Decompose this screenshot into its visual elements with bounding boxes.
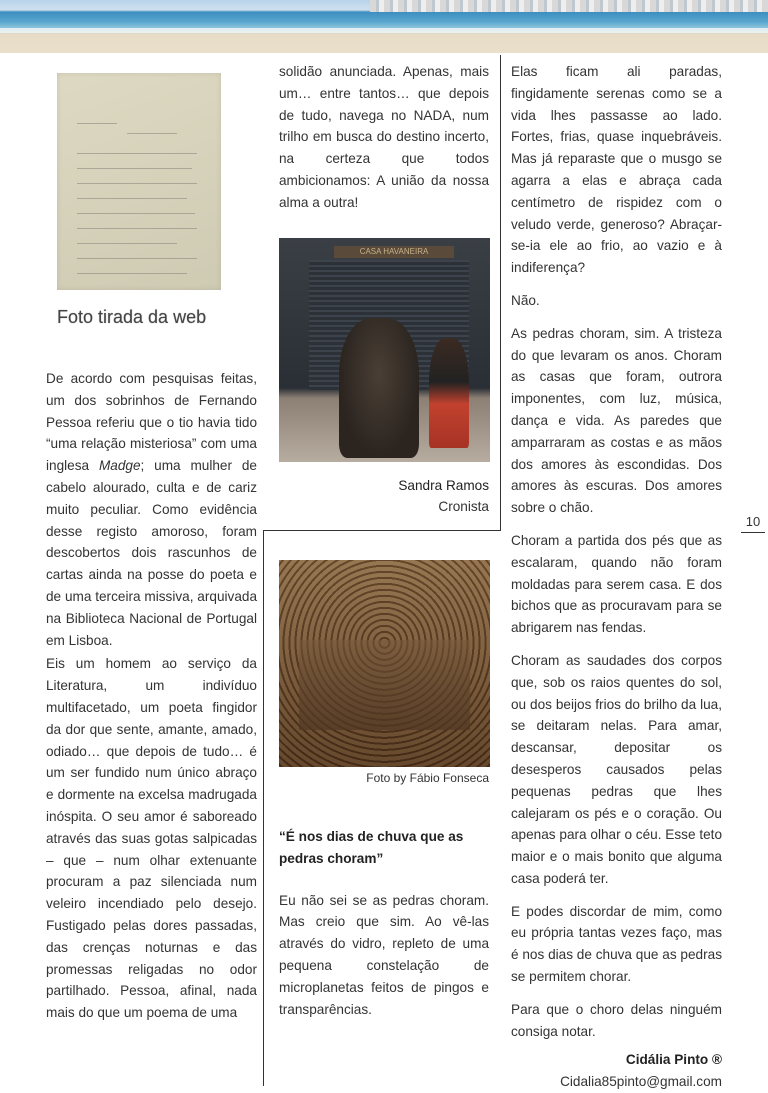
paragraph: Choram as saudades dos corpos que, sob os raios quentes do sol, ou dos beijos frios do brilho da lua, se deitaram nelas. Para amar, descansar, depositar os desesperos causados pelas pequenas pedras que lhes calejaram os pés e o coração. Ou apenas para olhar o céu. Esse teto maior e o mais bonito que alguma casa poderá ter. <box>511 652 722 886</box>
middle-column-text: solidão anunciada. Apenas, mais um… entre tantos… que depois de tudo, navega no NADA, num trilho em busca do destino incerto, na certeza que todos ambicionamos: A união da nossa alma a outra! <box>279 64 489 210</box>
author-email[interactable]: Cidalia85pinto@gmail.com <box>560 1074 722 1090</box>
paragraph: Eis um homem ao serviço da Literatura, um indivíduo multifacetado, um poeta fingidor da dor que sente, amante, amado, odiado… que depois de tudo… é um ser fundido num único abraço e dormente na excelsa madrugada inóspita. O seu amor é saboreado através das suas gotas salpicadas – que – num olhar extenuante procuram a paz silenciada num veleiro incendiado pelo desejo. Fustigado pelas dores passadas, das crenças noturnas e das promessas religadas no odor partilhado. Pessoa, afinal, nada mais do que um poema de uma <box>46 656 257 1021</box>
column-divider <box>500 55 501 531</box>
paragraph: As pedras choram, sim. A tristeza do que levaram os anos. Choram as casas que foram, outrora imponentes, com luz, música, dança e vida. As paredes que amparraram as costas e as mãos dos amores às escondidas. Dos amores às escuras. Dos amores sobre o chão. <box>511 325 722 516</box>
left-column-text <box>46 368 257 1035</box>
author-name: Cidália Pinto ® <box>625 1052 722 1068</box>
paragraph: De acordo com pesquisas feitas, um dos sobrinhos de Fernando Pessoa referiu que o tio havia tido “uma relação misteriosa” com uma inglesa Madge; uma mulher de cabelo alourado, culta e de cariz muito peculiar. Como evidência desse registo amoroso, foram descobertos dois rascunhos de cartas ainda na posse do poeta e de uma terceira missiva, arquivada na Biblioteca Nacional de Portugal em Lisboa. <box>46 371 257 648</box>
shop-sign: CASA HAVANEIRA <box>334 246 454 258</box>
letter-image <box>57 73 221 290</box>
author-name: Sandra Ramos <box>398 478 489 493</box>
paragraph: Elas ficam ali paradas, fingidamente serenas como se a vida lhes passasse ao lado. Fortes, frias, quase inquebráveis. Mas já reparaste que o musgo se agarra a elas e abraça cada centímetro de rispidez com o veludo verde, generoso? Abraçar-se-ia ele ao frio, ao vazio e à indiferença? <box>511 64 722 276</box>
horizontal-divider <box>263 530 501 531</box>
article-text: Eu não sei se as pedras choram. Mas creio que sim. Ao vê-las através do vidro, repleto de uma pequena constelação de microplanetas feitos de pingos e transparências. <box>279 892 489 1017</box>
beach-banner-image <box>0 0 768 53</box>
image-caption: Foto tirada da web <box>57 307 207 327</box>
author-role: Cronista <box>438 499 489 514</box>
page-number: 10 <box>741 514 765 533</box>
article-block <box>279 826 489 1020</box>
statue-photo <box>279 238 490 462</box>
paragraph: Não. <box>511 292 540 308</box>
article-title: “É nos dias de chuva que as pedras choram” <box>279 829 464 866</box>
paragraph: Para que o choro delas ninguém consiga notar. <box>511 1001 722 1039</box>
right-column-text <box>511 61 722 1093</box>
paragraph: E podes discordar de mim, como eu própria tantas vezes faço, mas é nos dias de chuva que as pedras se permitem chorar. <box>511 903 722 985</box>
paragraph: Choram a partida dos pés que as escalaram, quando não foram moldadas para serem casa. E dos bichos que as procuravam para se abrigarem nas fendas. <box>511 532 722 636</box>
column-divider <box>263 530 264 1086</box>
photo-credit: Foto by Fábio Fonseca <box>366 771 489 785</box>
stones-rain-photo <box>279 560 490 767</box>
